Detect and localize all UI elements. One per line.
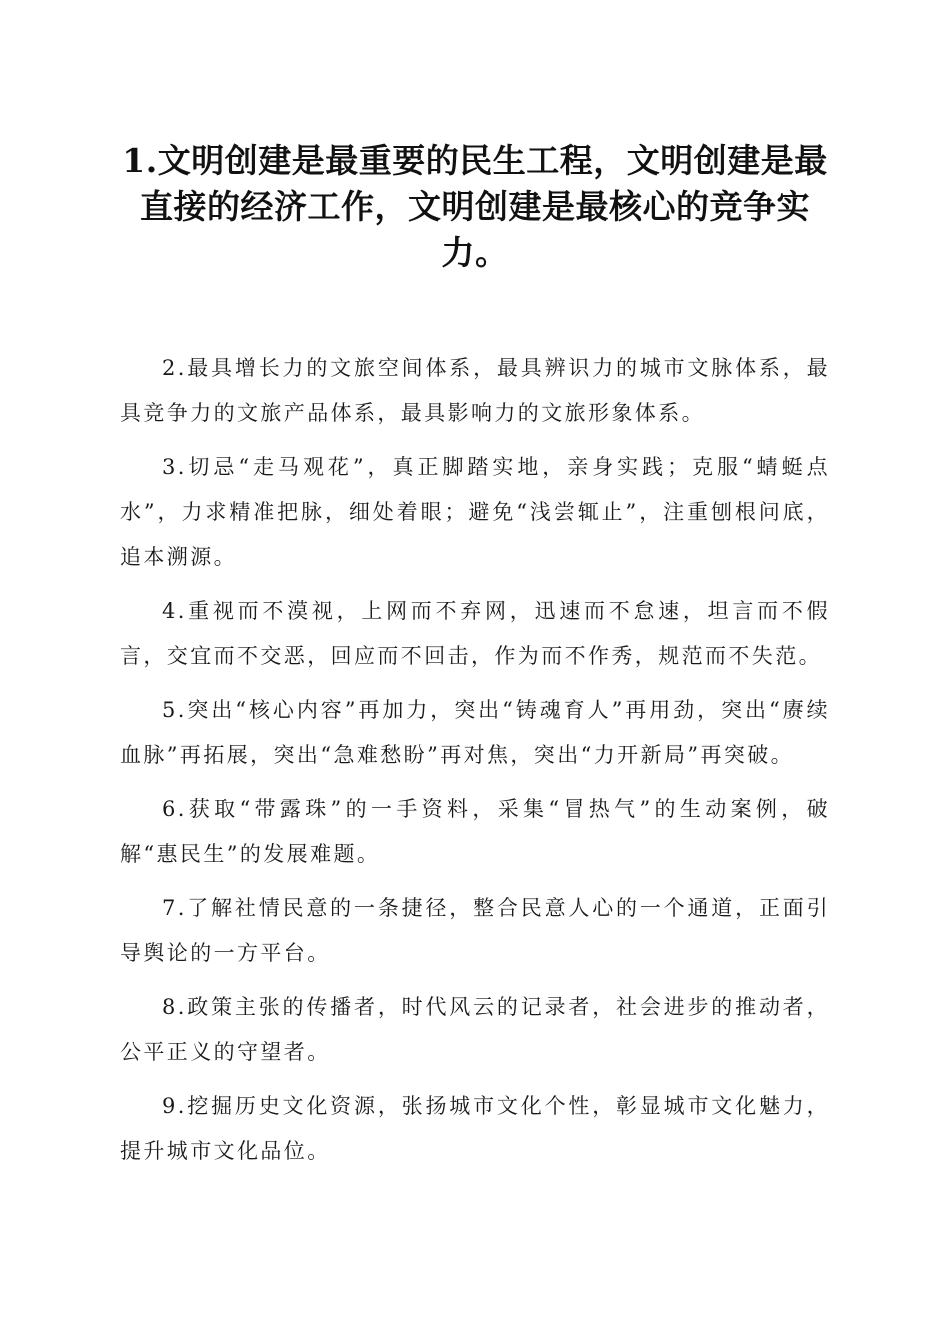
paragraph-4: 4.重视而不漠视，上网而不弃网，迅速而不怠速，坦言而不假言，交宜而不交恶，回应而不回击，作为而不作秀，规范而不失范。 [120, 599, 830, 668]
document-title: 1.文明创建是最重要的民生工程，文明创建是最直接的经济工作，文明创建是最核心的竞争实力。 [122, 141, 828, 272]
paragraph-5: 5.突出“核心内容”再加力，突出“铸魂育人”再用劲，突出“赓续血脉”再拓展，突出“急难愁盼”再对焦，突出“力开新局”再突破。 [120, 698, 830, 767]
paragraph-2: 2.最具增长力的文旅空间体系，最具辨识力的城市文脉体系，最具竞争力的文旅产品体系，最具影响力的文旅形象体系。 [120, 356, 830, 425]
paragraph-7: 7.了解社情民意的一条捷径，整合民意人心的一个通道，正面引导舆论的一方平台。 [120, 896, 830, 965]
paragraph-8: 8.政策主张的传播者，时代风云的记录者，社会进步的推动者，公平正义的守望者。 [120, 995, 830, 1064]
document-body [120, 346, 830, 1174]
paragraph-9: 9.挖掘历史文化资源，张扬城市文化个性，彰显城市文化魅力，提升城市文化品位。 [120, 1094, 830, 1163]
paragraph-3: 3.切忌“走马观花”，真正脚踏实地，亲身实践；克服“蜻蜓点水”，力求精准把脉，细处着眼；避免“浅尝辄止”，注重刨根问底，追本溯源。 [120, 455, 830, 569]
paragraph-6: 6.获取“带露珠”的一手资料，采集“冒热气”的生动案例，破解“惠民生”的发展难题。 [120, 797, 830, 866]
